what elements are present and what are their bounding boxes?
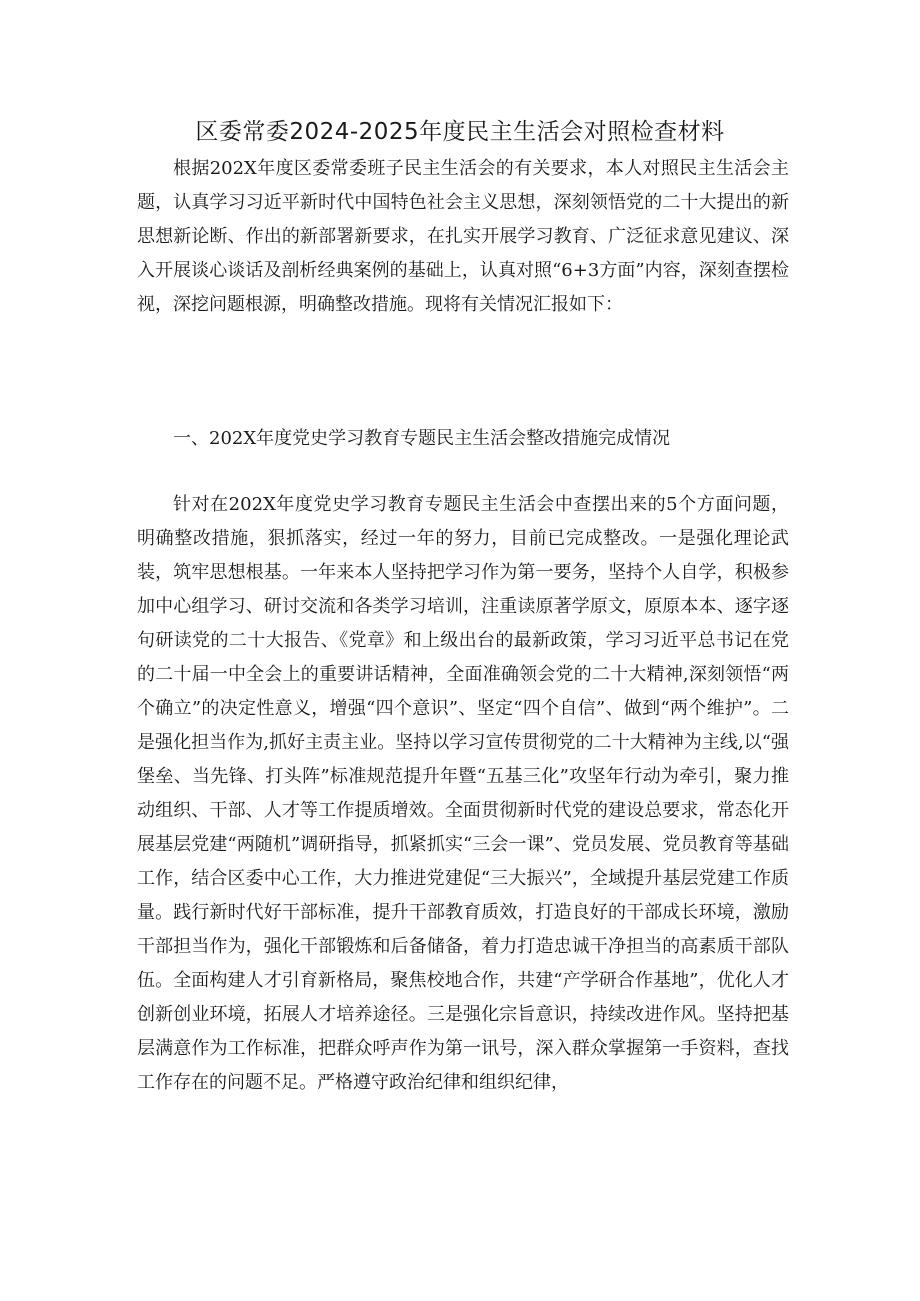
section-heading-1: 一、202X年度党史学习教育专题民主生活会整改措施完成情况 <box>173 428 671 449</box>
section-1-body-paragraph: 针对在202X年度党史学习教育专题民主生活会中查摆出来的5个方面问题，明确整改措施，狠抓落实，经过一年的努力，目前已完成整改。一是强化理论武装，筑牢思想根基。一年来本人坚持把学习作为第一要务，坚持个人自学，积极参加中心组学习、研讨交流和各类学习培训，注重读原著学原文，原原本本、逐字逐句研读党的二十大报告、《党章》和上级出台的最新政策，学习习近平总书记在党的二十届一中全会上的重要讲话精神，全面准确领会党的二十大精神,深刻领悟“两个确立”的决定性意义，增强“四个意识”、坚定“四个自信”、做到“两个维护”。二是强化担当作为,抓好主责主业。坚持以学习宣传贯彻党的二十大精神为主线,以“强堡垒、当先锋、打头阵”标准规范提升年暨“五基三化”攻坚年行动为牵引，聚力推动组织、干部、人才等工作提质增效。全面贯彻新时代党的建设总要求，常态化开展基层党建“两随机”调研指导，抓紧抓实“三会一课”、党员发展、党员教育等基础工作，结合区委中心工作，大力推进党建促“三大振兴”，全域提升基层党建工作质量。践行新时代好干部标准，提升干部教育质效，打造良好的干部成长环境，激励干部担当作为，强化干部锻炼和后备储备，着力打造忠诚干净担当的高素质干部队伍。全面构建人才引育新格局，聚焦校地合作，共建“产学研合作基地”，优化人才创新创业环境，拓展人才培养途径。三是强化宗旨意识，持续改进作风。坚持把基层满意作为工作标准，把群众呼声作为第一讯号，深入群众掌握第一手资料，查找工作存在的问题不足。严格遵守政治纪律和组织纪律， <box>137 494 789 1093</box>
intro-paragraph: 根据202X年度区委常委班子民主生活会的有关要求，本人对照民主生活会主题，认真学习习近平新时代中国特色社会主义思想，深刻领悟党的二十大提出的新思想新论断、作出的新部署新要求，在扎实开展学习教育、广泛征求意见建议、深入开展谈心谈话及剖析经典案例的基础上，认真对照“6+3方面”内容，深刻查摆检视，深挖问题根源，明确整改措施。现将有关情况汇报如下： <box>137 158 789 315</box>
document-title: 区委常委2024-2025年度民主生活会对照检查材料 <box>195 119 725 145</box>
